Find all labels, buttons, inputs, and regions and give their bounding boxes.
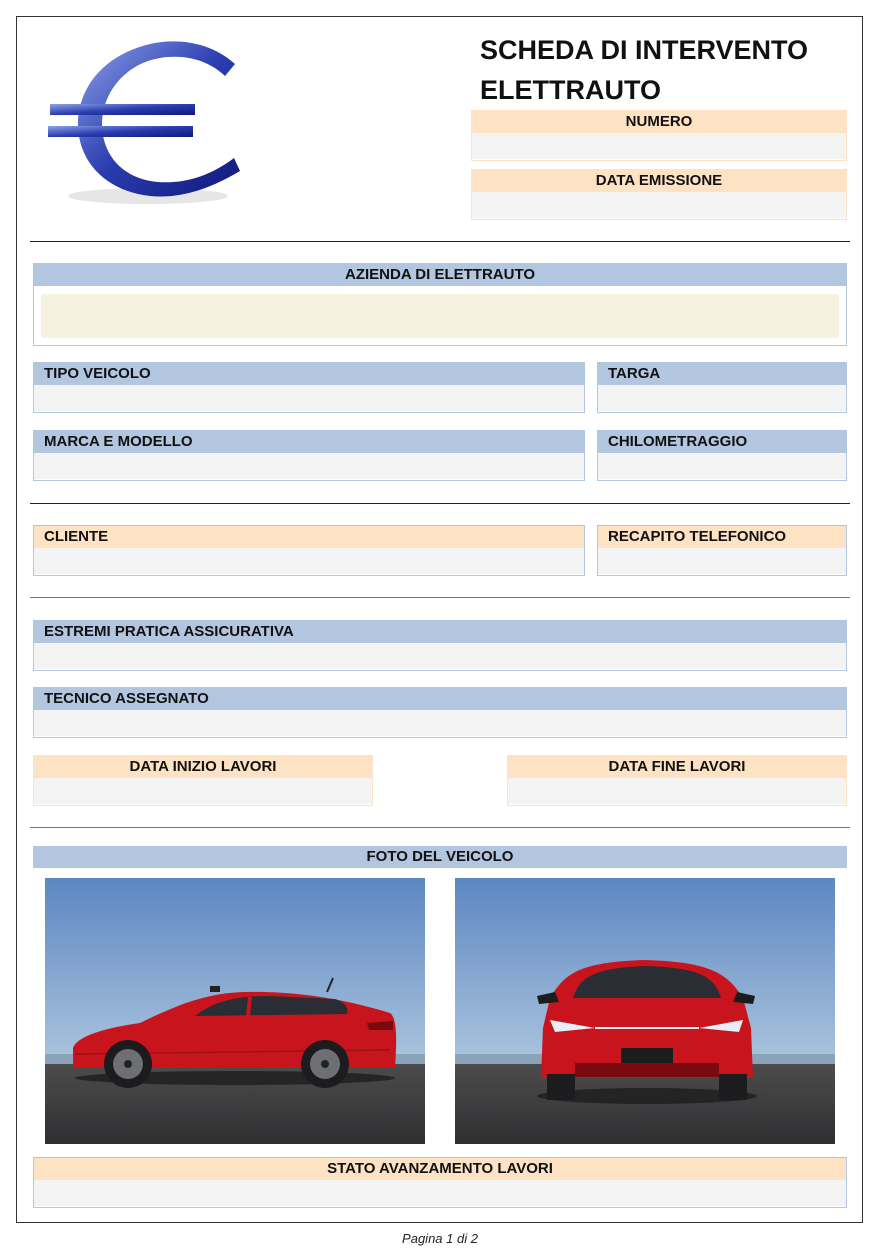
car-front-photo	[455, 878, 835, 1144]
targa-field[interactable]	[598, 385, 846, 411]
title-line-1: SCHEDA DI INTERVENTO	[480, 35, 809, 65]
recapito-block	[597, 525, 847, 576]
numero-block	[471, 110, 847, 161]
stato-block	[33, 1157, 847, 1208]
tipo-veicolo-field[interactable]	[34, 385, 584, 411]
euro-sign-icon	[40, 36, 255, 211]
divider	[30, 827, 850, 828]
numero-field[interactable]	[472, 133, 846, 159]
chilometraggio-label: CHILOMETRAGGIO	[598, 431, 846, 453]
car-side-photo	[45, 878, 425, 1144]
marca-modello-field[interactable]	[34, 453, 584, 479]
data-fine-label: DATA FINE LAVORI	[508, 756, 846, 778]
document-title	[480, 30, 860, 110]
tecnico-block	[33, 687, 847, 738]
data-fine-block	[507, 755, 847, 806]
divider	[30, 503, 850, 504]
page-number: Pagina 1 di 2	[402, 1231, 478, 1246]
data-inizio-field[interactable]	[34, 778, 372, 804]
pratica-block	[33, 620, 847, 671]
azienda-block	[33, 263, 847, 346]
azienda-field[interactable]	[41, 294, 839, 338]
pratica-label: ESTREMI PRATICA ASSICURATIVA	[34, 621, 846, 643]
data-inizio-label: DATA INIZIO LAVORI	[34, 756, 372, 778]
tipo-veicolo-block	[33, 362, 585, 413]
divider	[30, 241, 850, 242]
tecnico-label: TECNICO ASSEGNATO	[34, 688, 846, 710]
stato-label: STATO AVANZAMENTO LAVORI	[34, 1158, 846, 1180]
tipo-veicolo-label: TIPO VEICOLO	[34, 363, 584, 385]
targa-block	[597, 362, 847, 413]
stato-field[interactable]	[34, 1180, 846, 1206]
azienda-label: AZIENDA DI ELETTRAUTO	[34, 264, 846, 286]
cliente-block	[33, 525, 585, 576]
title-line-2: ELETTRAUTO	[480, 75, 661, 105]
marca-modello-label: MARCA E MODELLO	[34, 431, 584, 453]
chilometraggio-block	[597, 430, 847, 481]
recapito-label: RECAPITO TELEFONICO	[598, 526, 846, 548]
cliente-field[interactable]	[34, 548, 584, 574]
data-emissione-block	[471, 169, 847, 220]
recapito-field[interactable]	[598, 548, 846, 574]
pratica-field[interactable]	[34, 643, 846, 669]
chilometraggio-field[interactable]	[598, 453, 846, 479]
data-fine-field[interactable]	[508, 778, 846, 804]
cliente-label: CLIENTE	[34, 526, 584, 548]
marca-modello-block	[33, 430, 585, 481]
foto-label: FOTO DEL VEICOLO	[33, 846, 847, 868]
data-emissione-label: DATA EMISSIONE	[472, 170, 846, 192]
divider	[30, 597, 850, 598]
tecnico-field[interactable]	[34, 710, 846, 736]
data-inizio-block	[33, 755, 373, 806]
targa-label: TARGA	[598, 363, 846, 385]
data-emissione-field[interactable]	[472, 192, 846, 218]
numero-label: NUMERO	[472, 111, 846, 133]
